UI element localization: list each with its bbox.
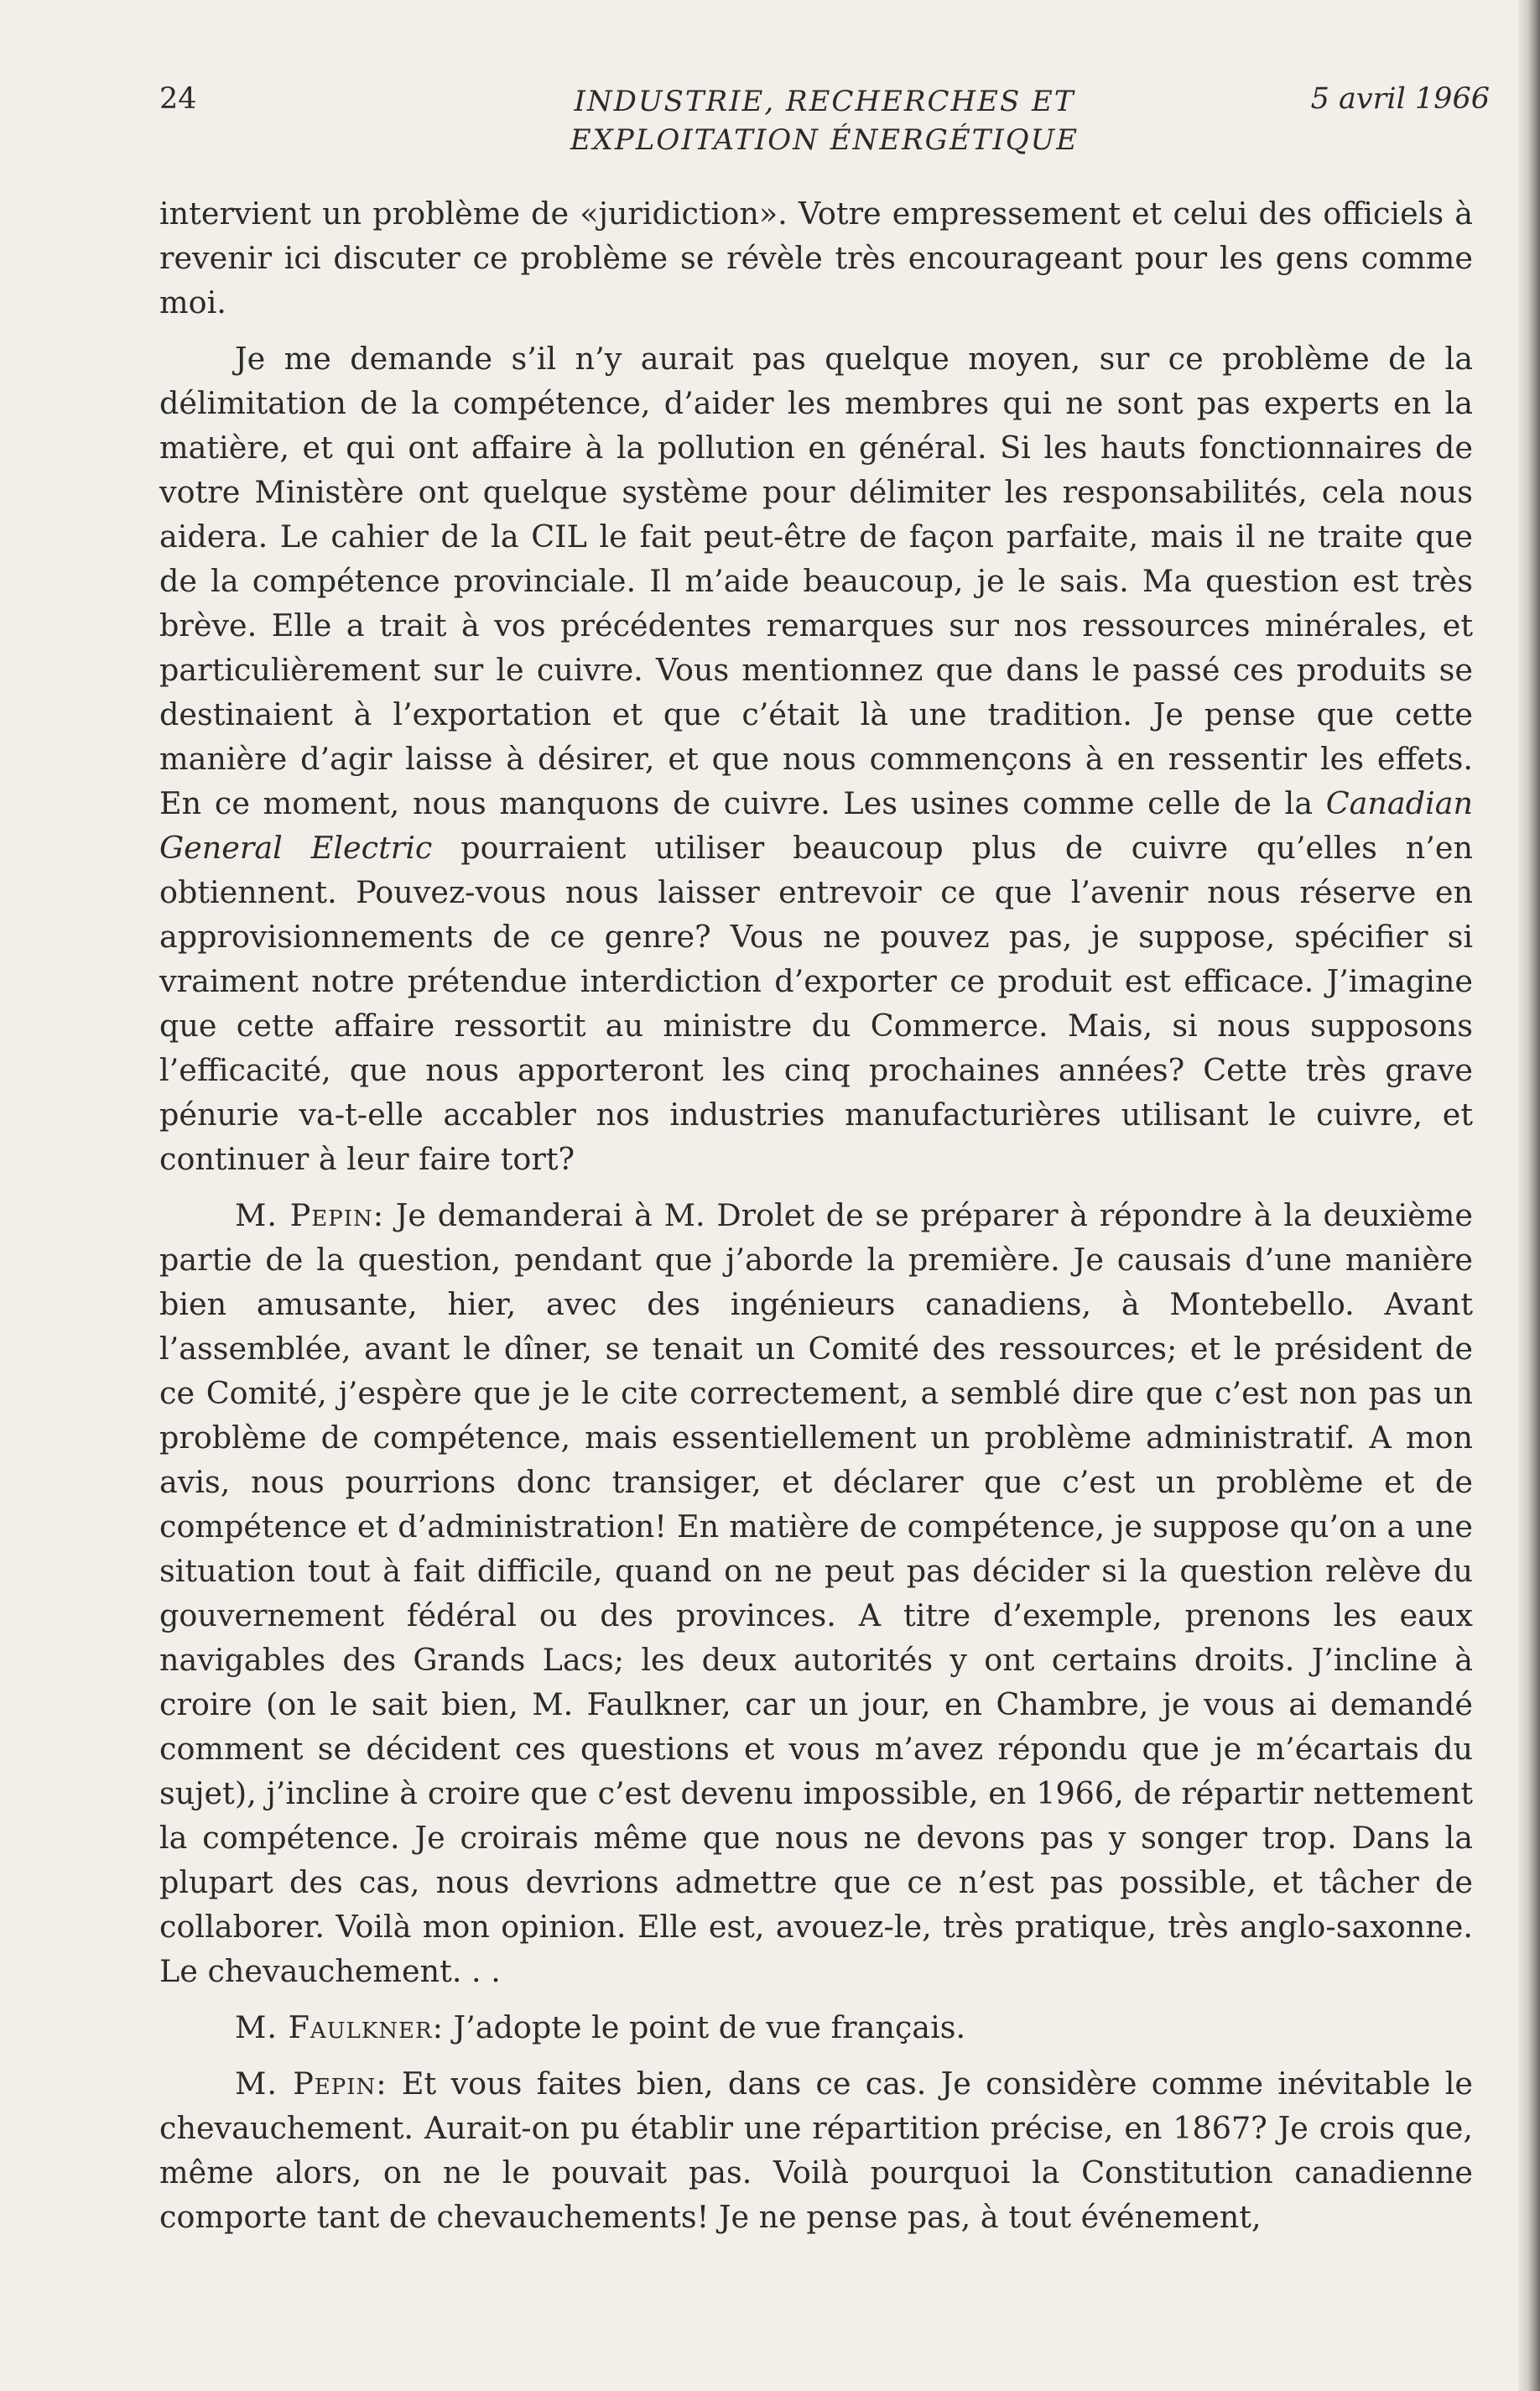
speaker-name: M. Pepin: xyxy=(235,2065,388,2102)
header-date: 5 avril 1966 xyxy=(1310,82,1490,116)
running-title-line-2: EXPLOITATION ÉNERGÉTIQUE xyxy=(570,123,1080,157)
paragraph-text: Et vous faites bien, dans ce cas. Je considère comme inévitable le chevauchement. Aurait-on pu établir une répartition précise, en 1867? Je crois que, même alors, on ne le pouvait pas. Voilà pourquoi la Constitution canadienne comporte tant de chevauchements! Je ne pense pas, à tout événement, xyxy=(159,2065,1473,2235)
page-number: 24 xyxy=(159,82,197,116)
paragraph-question xyxy=(159,336,1473,1181)
paragraph-text-part-2: pourraient utiliser beaucoup plus de cuivre qu’elles n’en obtiennent. Pouvez-vous nous laisser entrevoir ce que l’avenir nous réserve en approvisionnements de ce genre? Vous ne pouvez pas, je suppose, spécifier si vraiment notre prétendue interdiction d’exporter ce produit est efficace. J’imagine que cette affaire ressortit au ministre du Commerce. Mais, si nous supposons l’efficacité, que nous apporteront les cinq prochaines années? Cette très grave pénurie va-t-elle accabler nos industries manufacturières utilisant le cuivre, et continuer à leur faire tort? xyxy=(159,830,1473,1177)
paragraph-text: J’adopte le point de vue français. xyxy=(453,2009,966,2045)
page-edge-shadow xyxy=(1518,0,1540,2391)
paragraph-text: Je demanderai à M. Drolet de se préparer à répondre à la deuxième partie de la question, pendant que j’aborde la première. Je causais d’une manière bien amusante, hier, avec des ingénieurs canadiens, à Montebello. Avant l’assemblée, avant le dîner, se tenait un Comité des ressources; et le président de ce Comité, j’espère que je le cite correctement, a semblé dire que c’est non pas un problème de compétence, mais essentiellement un problème administratif. A mon avis, nous pourrions donc transiger, et déclarer que c’est un problème et de compétence et d’administration! En matière de compétence, je suppose qu’on a une situation tout à fait difficile, quand on ne peut pas décider si la question relève du gouvernement fédéral ou des provinces. A titre d’exemple, prenons les eaux navigables des Grands Lacs; les deux autorités y ont certains droits. J’incline à croire (on le sait bien, M. Faulkner, car un jour, en Chambre, je vous ai demandé comment se décident ces questions et vous m’avez répondu que je m’écartais du sujet), j’incline à croire que c’est devenu impossible, en 1966, de répartir nettement la compétence. Je croirais même que nous ne devons pas y songer trop. Dans la plupart des cas, nous devrions admettre que ce n’est pas possible, et tâcher de collaborer. Voilà mon opinion. Elle est, avouez-le, très pratique, très anglo-saxonne. Le chevauchement. . . xyxy=(159,1197,1473,1989)
paragraph-pepin-reply xyxy=(159,1193,1473,1993)
speaker-name: M. Faulkner: xyxy=(235,2009,444,2045)
paragraph-faulkner xyxy=(159,2005,1473,2050)
paragraph-text-part-1: Je me demande s’il n’y aurait pas quelque moyen, sur ce problème de la délimitation de la compétence, d’aider les membres qui ne sont pas experts en la matière, et qui ont affaire à la pollution en général. Si les hauts fonctionnaires de votre Ministère ont quelque système pour délimiter les responsabilités, cela nous aidera. Le cahier de la CIL le fait peut-être de façon parfaite, mais il ne traite que de la compétence provinciale. Il m’aide beaucoup, je le sais. Ma question est très brève. Elle a trait à vos précédentes remarques sur nos ressources minérales, et particulièrement sur le cuivre. Vous mentionnez que dans le passé ces produits se destinaient à l’exportation et que c’était là une tradition. Je pense que cette manière d’agir laisse à désirer, et que nous commençons à en ressentir les effets. En ce moment, nous manquons de cuivre. Les usines comme celle de la xyxy=(159,341,1473,821)
company-name: Canadian General Electric xyxy=(159,785,1473,866)
paragraph-text: intervient un problème de «juridiction». Votre empressement et celui des officiels à revenir ici discuter ce problème se révèle très encourageant pour les gens comme moi. xyxy=(159,195,1473,320)
page-header xyxy=(159,77,1490,161)
running-title-line-1: INDUSTRIE, RECHERCHES ET xyxy=(574,85,1075,118)
speaker-name: M. Pepin: xyxy=(235,1197,385,1233)
body-text xyxy=(159,191,1473,2251)
paragraph-continuation xyxy=(159,191,1473,325)
paragraph-pepin-second xyxy=(159,2061,1473,2239)
running-title xyxy=(159,82,1490,159)
